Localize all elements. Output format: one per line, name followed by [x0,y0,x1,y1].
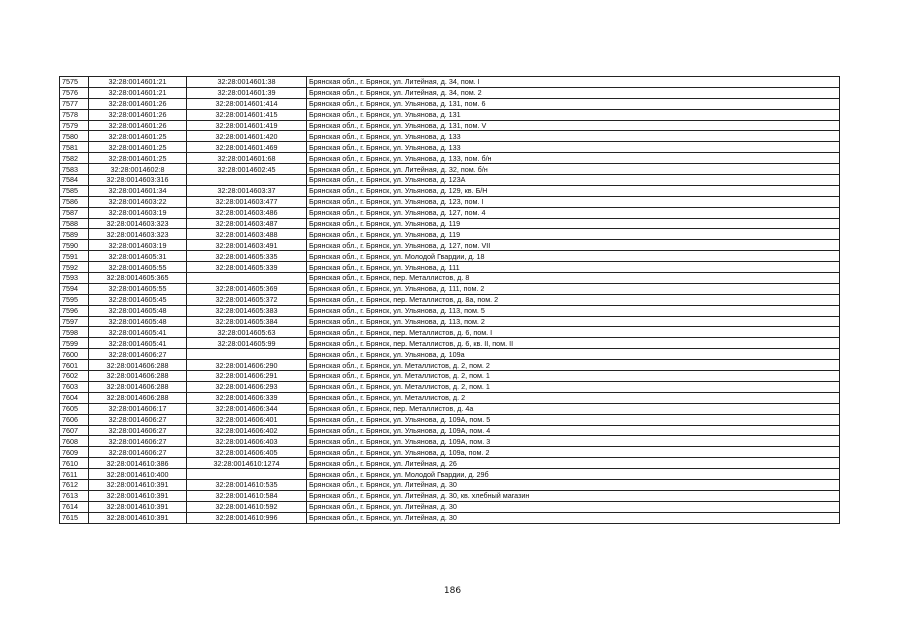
cadastral-number-cell [187,273,307,284]
cadastral-number-cell: 32:28:0014601:414 [187,98,307,109]
table-row [60,185,840,196]
cadastral-number-cell: 32:28:0014601:419 [187,120,307,131]
table-row [60,98,840,109]
parent-cadastral-number-cell: 32:28:0014601:34 [89,185,187,196]
parent-cadastral-number-cell: 32:28:0014606:288 [89,392,187,403]
row-number-cell: 7604 [60,392,89,403]
cadastral-number-cell: 32:28:0014605:99 [187,338,307,349]
address-cell: Брянская обл., г. Брянск, ул. Литейная, д. 30, кв. хлебный магазин [307,490,840,501]
row-number-cell: 7580 [60,131,89,142]
row-number-cell: 7597 [60,316,89,327]
cadastral-number-cell: 32:28:0014610:996 [187,512,307,523]
row-number-cell: 7602 [60,371,89,382]
address-cell: Брянская обл., г. Брянск, ул. Ульянова, д. 133 [307,131,840,142]
cadastral-number-cell: 32:28:0014603:487 [187,218,307,229]
parent-cadastral-number-cell: 32:28:0014603:316 [89,175,187,186]
address-cell: Брянская обл., г. Брянск, ул. Ульянова, д. 123, пом. I [307,196,840,207]
table-row [60,414,840,425]
table-row [60,469,840,480]
cadastral-number-cell: 32:28:0014601:420 [187,131,307,142]
table-row [60,316,840,327]
table-row [60,142,840,153]
parent-cadastral-number-cell: 32:28:0014610:391 [89,490,187,501]
parent-cadastral-number-cell: 32:28:0014606:27 [89,425,187,436]
row-number-cell: 7609 [60,447,89,458]
row-number-cell: 7576 [60,87,89,98]
table-row [60,403,840,414]
row-number-cell: 7585 [60,185,89,196]
address-cell: Брянская обл., г. Брянск, ул. Ульянова, д. 127, пом. 4 [307,207,840,218]
cadastral-number-cell [187,469,307,480]
address-cell: Брянская обл., г. Брянск, ул. Ульянова, д. 119 [307,229,840,240]
address-cell: Брянская обл., г. Брянск, ул. Ульянова, д. 131, пом. V [307,120,840,131]
cadastral-number-cell: 32:28:0014606:402 [187,425,307,436]
address-cell: Брянская обл., г. Брянск, ул. Ульянова, д. 109А, пом. 4 [307,425,840,436]
table-row [60,360,840,371]
cadastral-number-cell: 32:28:0014605:63 [187,327,307,338]
parent-cadastral-number-cell: 32:28:0014610:400 [89,469,187,480]
parent-cadastral-number-cell: 32:28:0014606:27 [89,349,187,360]
address-cell: Брянская обл., г. Брянск, ул. Ульянова, д. 109а [307,349,840,360]
table-row [60,512,840,523]
address-cell: Брянская обл., г. Брянск, ул. Ульянова, д. 111 [307,262,840,273]
row-number-cell: 7591 [60,251,89,262]
parent-cadastral-number-cell: 32:28:0014606:288 [89,371,187,382]
table-row [60,501,840,512]
cadastral-number-cell: 32:28:0014610:592 [187,501,307,512]
table-row [60,240,840,251]
table-row [60,77,840,88]
cadastral-number-cell: 32:28:0014605:339 [187,262,307,273]
cadastral-number-cell [187,175,307,186]
row-number-cell: 7607 [60,425,89,436]
table-row [60,153,840,164]
address-cell: Брянская обл., г. Брянск, пер. Металлистов, д. 8 [307,273,840,284]
parent-cadastral-number-cell: 32:28:0014606:288 [89,360,187,371]
table-row [60,305,840,316]
table-row [60,436,840,447]
row-number-cell: 7582 [60,153,89,164]
table-row [60,392,840,403]
row-number-cell: 7590 [60,240,89,251]
cadastral-number-cell: 32:28:0014601:68 [187,153,307,164]
parent-cadastral-number-cell: 32:28:0014601:26 [89,109,187,120]
parent-cadastral-number-cell: 32:28:0014602:8 [89,164,187,175]
address-cell: Брянская обл., г. Брянск, ул. Ульянова, д. 131, пом. 6 [307,98,840,109]
cadastral-number-cell: 32:28:0014603:491 [187,240,307,251]
parent-cadastral-number-cell: 32:28:0014601:25 [89,131,187,142]
address-cell: Брянская обл., г. Брянск, пер. Металлистов, д. 6, кв. II, пом. II [307,338,840,349]
address-cell: Брянская обл., г. Брянск, ул. Ульянова, д. 113, пом. 2 [307,316,840,327]
parent-cadastral-number-cell: 32:28:0014605:45 [89,294,187,305]
parent-cadastral-number-cell: 32:28:0014601:25 [89,142,187,153]
parent-cadastral-number-cell: 32:28:0014605:365 [89,273,187,284]
row-number-cell: 7578 [60,109,89,120]
parent-cadastral-number-cell: 32:28:0014605:41 [89,338,187,349]
cadastral-number-cell: 32:28:0014610:1274 [187,458,307,469]
parent-cadastral-number-cell: 32:28:0014601:21 [89,87,187,98]
row-number-cell: 7593 [60,273,89,284]
table-row [60,131,840,142]
cadastral-number-cell: 32:28:0014606:344 [187,403,307,414]
cadastral-number-cell: 32:28:0014606:403 [187,436,307,447]
address-cell: Брянская обл., г. Брянск, ул. Ульянова, д. 111, пом. 2 [307,283,840,294]
parent-cadastral-number-cell: 32:28:0014605:48 [89,316,187,327]
address-cell: Брянская обл., г. Брянск, ул. Ульянова, д. 109А, пом. 3 [307,436,840,447]
table-row [60,479,840,490]
table-row [60,371,840,382]
parent-cadastral-number-cell: 32:28:0014603:22 [89,196,187,207]
row-number-cell: 7614 [60,501,89,512]
cadastral-number-cell: 32:28:0014610:584 [187,490,307,501]
cadastral-number-cell: 32:28:0014606:339 [187,392,307,403]
address-cell: Брянская обл., г. Брянск, ул. Ульянова, д. 131 [307,109,840,120]
address-cell: Брянская обл., г. Брянск, пер. Металлистов, д. 6, пом. I [307,327,840,338]
cadastral-number-cell: 32:28:0014601:39 [187,87,307,98]
row-number-cell: 7615 [60,512,89,523]
cadastral-number-cell: 32:28:0014605:384 [187,316,307,327]
row-number-cell: 7596 [60,305,89,316]
cadastral-number-cell: 32:28:0014601:469 [187,142,307,153]
table-row [60,327,840,338]
row-number-cell: 7598 [60,327,89,338]
table-row [60,229,840,240]
row-number-cell: 7595 [60,294,89,305]
cadastral-number-cell: 32:28:0014606:293 [187,381,307,392]
parent-cadastral-number-cell: 32:28:0014601:26 [89,120,187,131]
parent-cadastral-number-cell: 32:28:0014601:25 [89,153,187,164]
table-row [60,164,840,175]
address-cell: Брянская обл., г. Брянск, ул. Ульянова, д. 127, пом. VII [307,240,840,251]
parent-cadastral-number-cell: 32:28:0014601:26 [89,98,187,109]
row-number-cell: 7586 [60,196,89,207]
table-row [60,338,840,349]
parent-cadastral-number-cell: 32:28:0014606:27 [89,414,187,425]
table-row [60,349,840,360]
address-cell: Брянская обл., г. Брянск, ул. Литейная, д. 32, пом. б/н [307,164,840,175]
cadastral-number-cell: 32:28:0014606:291 [187,371,307,382]
row-number-cell: 7612 [60,479,89,490]
address-cell: Брянская обл., г. Брянск, ул. Ульянова, д. 119 [307,218,840,229]
parent-cadastral-number-cell: 32:28:0014601:21 [89,77,187,88]
table-row [60,490,840,501]
row-number-cell: 7587 [60,207,89,218]
row-number-cell: 7577 [60,98,89,109]
address-cell: Брянская обл., г. Брянск, ул. Ульянова, д. 109а, пом. 2 [307,447,840,458]
address-cell: Брянская обл., г. Брянск, пер. Металлистов, д. 4а [307,403,840,414]
parent-cadastral-number-cell: 32:28:0014605:41 [89,327,187,338]
cadastral-number-cell: 32:28:0014605:383 [187,305,307,316]
table-row [60,294,840,305]
address-cell: Брянская обл., г. Брянск, ул. Литейная, д. 34, пом. 2 [307,87,840,98]
address-cell: Брянская обл., г. Брянск, ул. Металлистов, д. 2, пом. 2 [307,360,840,371]
address-cell: Брянская обл., г. Брянск, пер. Металлистов, д. 8а, пом. 2 [307,294,840,305]
address-cell: Брянская обл., г. Брянск, ул. Металлистов, д. 2, пом. 1 [307,381,840,392]
address-cell: Брянская обл., г. Брянск, ул. Молодой Гвардии, д. 29б [307,469,840,480]
cadastral-number-cell: 32:28:0014605:335 [187,251,307,262]
parent-cadastral-number-cell: 32:28:0014605:31 [89,251,187,262]
row-number-cell: 7592 [60,262,89,273]
row-number-cell: 7601 [60,360,89,371]
table-row [60,207,840,218]
table-row [60,447,840,458]
table-row [60,120,840,131]
parent-cadastral-number-cell: 32:28:0014603:323 [89,229,187,240]
registry-table-body [60,77,840,524]
row-number-cell: 7599 [60,338,89,349]
parent-cadastral-number-cell: 32:28:0014606:17 [89,403,187,414]
parent-cadastral-number-cell: 32:28:0014605:48 [89,305,187,316]
row-number-cell: 7588 [60,218,89,229]
table-row [60,251,840,262]
cadastral-number-cell: 32:28:0014603:477 [187,196,307,207]
cadastral-number-cell: 32:28:0014606:401 [187,414,307,425]
table-row [60,283,840,294]
address-cell: Брянская обл., г. Брянск, ул. Ульянова, д. 123А [307,175,840,186]
parent-cadastral-number-cell: 32:28:0014606:27 [89,436,187,447]
parent-cadastral-number-cell: 32:28:0014610:391 [89,512,187,523]
cadastral-number-cell: 32:28:0014605:372 [187,294,307,305]
cadastral-number-cell: 32:28:0014606:290 [187,360,307,371]
cadastral-number-cell [187,349,307,360]
row-number-cell: 7589 [60,229,89,240]
cadastral-number-cell: 32:28:0014606:405 [187,447,307,458]
parent-cadastral-number-cell: 32:28:0014610:391 [89,479,187,490]
address-cell: Брянская обл., г. Брянск, ул. Ульянова, д. 133 [307,142,840,153]
row-number-cell: 7600 [60,349,89,360]
parent-cadastral-number-cell: 32:28:0014610:391 [89,501,187,512]
cadastral-number-cell: 32:28:0014601:38 [187,77,307,88]
row-number-cell: 7611 [60,469,89,480]
cadastral-number-cell: 32:28:0014610:535 [187,479,307,490]
cadastral-number-cell: 32:28:0014603:486 [187,207,307,218]
row-number-cell: 7603 [60,381,89,392]
table-row [60,262,840,273]
parent-cadastral-number-cell: 32:28:0014603:19 [89,207,187,218]
table-row [60,109,840,120]
parent-cadastral-number-cell: 32:28:0014606:288 [89,381,187,392]
parent-cadastral-number-cell: 32:28:0014603:19 [89,240,187,251]
table-row [60,273,840,284]
parent-cadastral-number-cell: 32:28:0014606:27 [89,447,187,458]
cadastral-number-cell: 32:28:0014603:37 [187,185,307,196]
cadastral-number-cell: 32:28:0014603:488 [187,229,307,240]
registry-table [59,76,840,524]
table-row [60,381,840,392]
address-cell: Брянская обл., г. Брянск, ул. Ульянова, д. 129, кв. Б/Н [307,185,840,196]
table-row [60,196,840,207]
table-row [60,87,840,98]
address-cell: Брянская обл., г. Брянск, ул. Литейная, д. 30 [307,501,840,512]
table-row [60,458,840,469]
address-cell: Брянская обл., г. Брянск, ул. Ульянова, д. 113, пом. 5 [307,305,840,316]
row-number-cell: 7594 [60,283,89,294]
row-number-cell: 7581 [60,142,89,153]
row-number-cell: 7605 [60,403,89,414]
row-number-cell: 7575 [60,77,89,88]
address-cell: Брянская обл., г. Брянск, ул. Ульянова, д. 133, пом. б/н [307,153,840,164]
parent-cadastral-number-cell: 32:28:0014605:55 [89,262,187,273]
address-cell: Брянская обл., г. Брянск, ул. Металлистов, д. 2 [307,392,840,403]
row-number-cell: 7583 [60,164,89,175]
table-row [60,218,840,229]
row-number-cell: 7606 [60,414,89,425]
table-row [60,425,840,436]
table-row [60,175,840,186]
parent-cadastral-number-cell: 32:28:0014603:323 [89,218,187,229]
row-number-cell: 7610 [60,458,89,469]
address-cell: Брянская обл., г. Брянск, ул. Литейная, д. 34, пом. I [307,77,840,88]
cadastral-number-cell: 32:28:0014601:415 [187,109,307,120]
cadastral-number-cell: 32:28:0014605:369 [187,283,307,294]
parent-cadastral-number-cell: 32:28:0014610:386 [89,458,187,469]
parent-cadastral-number-cell: 32:28:0014605:55 [89,283,187,294]
address-cell: Брянская обл., г. Брянск, ул. Металлистов, д. 2, пом. 1 [307,371,840,382]
row-number-cell: 7613 [60,490,89,501]
row-number-cell: 7579 [60,120,89,131]
address-cell: Брянская обл., г. Брянск, ул. Литейная, д. 30 [307,512,840,523]
address-cell: Брянская обл., г. Брянск, ул. Литейная, д. 26 [307,458,840,469]
address-cell: Брянская обл., г. Брянск, ул. Литейная, д. 30 [307,479,840,490]
address-cell: Брянская обл., г. Брянск, ул. Ульянова, д. 109А, пом. 5 [307,414,840,425]
cadastral-number-cell: 32:28:0014602:45 [187,164,307,175]
row-number-cell: 7608 [60,436,89,447]
page-number: 186 [443,586,462,596]
row-number-cell: 7584 [60,175,89,186]
address-cell: Брянская обл., г. Брянск, ул. Молодой Гвардии, д. 18 [307,251,840,262]
